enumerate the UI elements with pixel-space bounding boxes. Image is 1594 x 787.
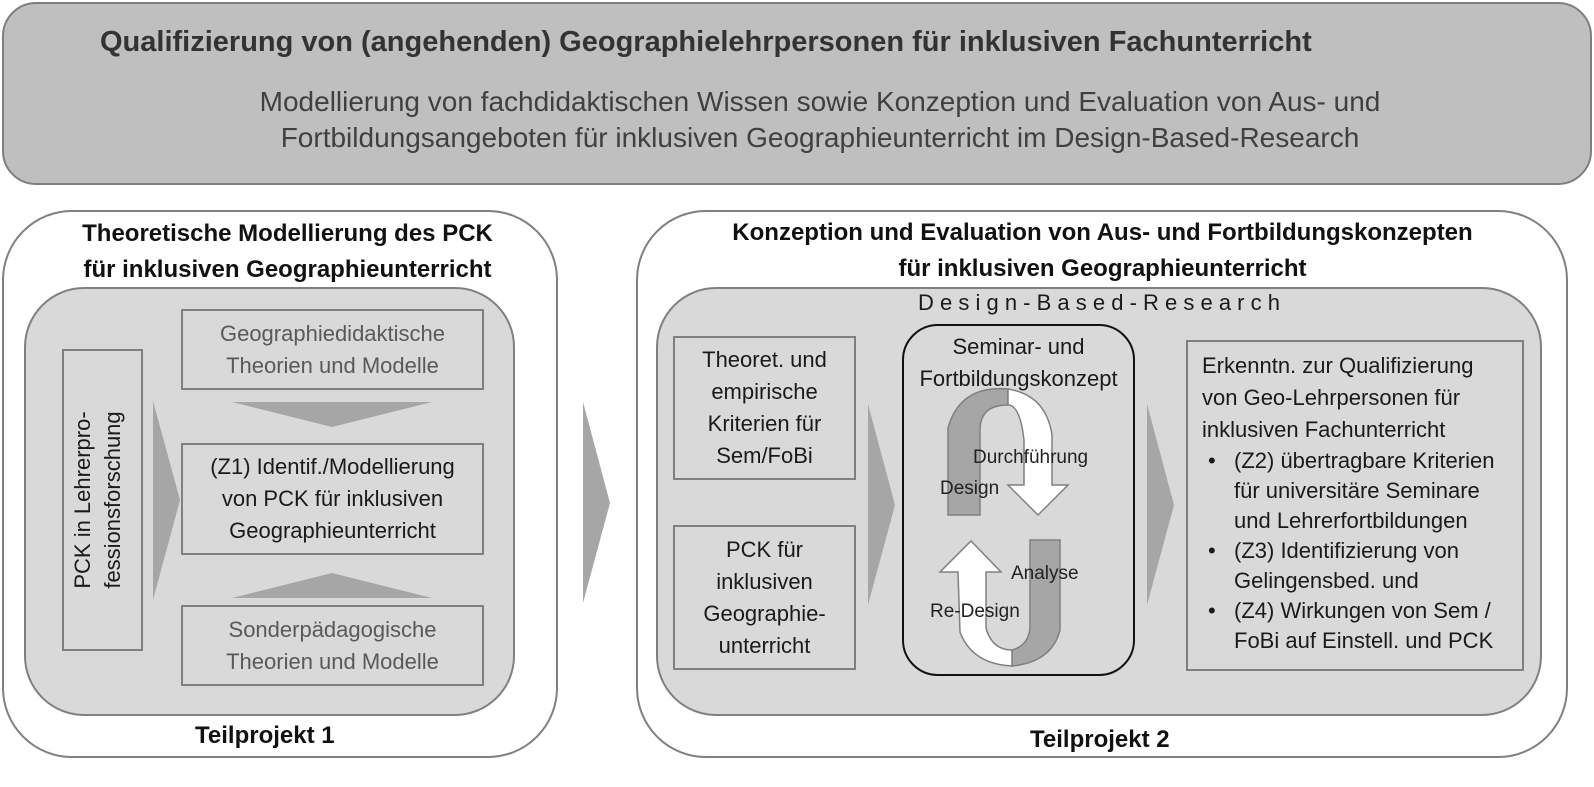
box-line: empirische — [711, 379, 818, 404]
teilprojekt-2-title-line: für inklusiven Geographieunterricht — [898, 255, 1307, 282]
arrow-up-icon — [232, 573, 432, 598]
bullet-line: für universitäre Seminare — [1234, 478, 1480, 503]
cycle-label-design: Design — [940, 478, 1000, 499]
box-line: Geographiedidaktische — [219, 320, 446, 346]
arrow-right-icon — [868, 404, 895, 605]
teilprojekt-1-title-line: Theoretische Modellierung des PCK — [82, 220, 493, 247]
arrow-right-icon — [1147, 404, 1174, 605]
box-line: Sonderpädagogische — [228, 616, 437, 642]
box-line: Sem/FoBi — [716, 443, 813, 468]
results-line: Erkenntn. zur Qualifizierung — [1202, 353, 1474, 378]
bullet-line: • (Z2) übertragbare Kriterien — [1234, 448, 1495, 473]
teilprojekt-1-label: Teilprojekt 1 — [195, 722, 335, 749]
teilprojekt-2-label: Teilprojekt 2 — [1030, 726, 1170, 753]
bullet-line: • (Z4) Wirkungen von Sem / — [1234, 598, 1491, 623]
box-line: Geographie- — [703, 600, 826, 626]
main-title: Qualifizierung von (angehenden) Geographielehrpersonen für inklusiven Fachunterricht — [100, 26, 1312, 58]
cycle-label-durchfuehrung: Durchführung — [973, 447, 1089, 468]
bullet-line: und Lehrerfortbildungen — [1234, 508, 1468, 533]
bullet-line: Gelingensbed. und — [1234, 568, 1419, 593]
arrow-right-icon — [153, 401, 180, 600]
cycle-label-analyse: Analyse — [1011, 563, 1079, 584]
teilprojekt-1-title-line: für inklusiven Geographieunterricht — [83, 256, 492, 283]
box-line: Kriterien für — [707, 411, 822, 436]
box-line: PCK für — [725, 536, 804, 562]
box-line: unterricht — [718, 632, 811, 658]
arrow-down-icon — [232, 402, 432, 427]
box-line: Theorien und Modelle — [226, 648, 439, 674]
bullet-line: FoBi auf Einstell. und PCK — [1234, 628, 1494, 653]
box-line: Theoret. und — [702, 347, 827, 372]
arrow-right-icon — [583, 402, 610, 603]
seminar-title-line: Seminar- und — [952, 334, 1085, 359]
seminar-title-line: Fortbildungskonzept — [919, 366, 1118, 391]
bullet-line: • (Z3) Identifizierung von — [1234, 538, 1459, 563]
box-line: inklusiven — [716, 568, 813, 594]
box-line: Theorien und Modelle — [226, 352, 439, 378]
design-based-research-label: D e s i g n - B a s e d - R e s e a r c h — [918, 290, 1280, 315]
results-line: von Geo-Lehrpersonen für — [1202, 385, 1461, 410]
side-label-line: fessionsforschung — [100, 411, 125, 589]
results-line: inklusiven Fachunterricht — [1202, 417, 1446, 442]
box-line: (Z1) Identif./Modellierung — [210, 454, 455, 479]
box-line: von PCK für inklusiven — [221, 486, 444, 511]
side-label-line: PCK in Lehrerpro- — [70, 411, 95, 589]
teilprojekt-2-title-line: Konzeption und Evaluation von Aus- und Fortbildungskonzepten — [732, 219, 1473, 246]
box-line: Geographieunterricht — [229, 518, 436, 543]
main-subtitle: Modellierung von fachdidaktischen Wissen sowie Konzeption und Evaluation von Aus- und Fortbildungsangeboten für inklusiven Geographieunterricht im Design-Based-Research — [259, 86, 1381, 153]
cycle-label-redesign: Re-Design — [930, 601, 1020, 622]
